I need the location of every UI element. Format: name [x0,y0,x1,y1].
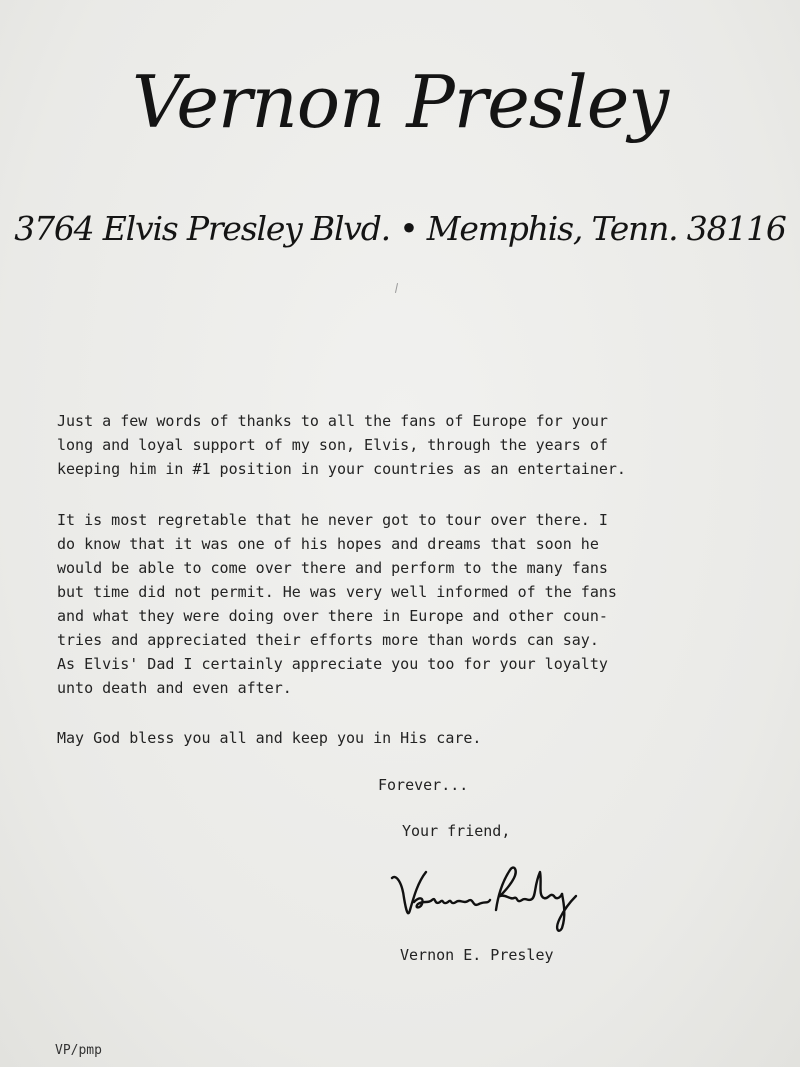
text-line: keeping him in #1 position in your countries as an entertainer. [57,460,626,478]
text-line: and what they were doing over there in Europe and other coun- [57,607,608,625]
text-line: long and loyal support of my son, Elvis, through the years of [57,436,608,454]
text-line: May God bless you all and keep you in His care. [57,729,482,747]
paragraph-tour [57,508,777,700]
text-line: but time did not permit. He was very well informed of the fans [57,583,617,601]
letterhead-address: 3764 Elvis Presley Blvd. • Memphis, Tenn. 38116 [14,209,786,248]
paragraph-blessing [57,726,777,750]
text-line: would be able to come over there and perform to the many fans [57,559,608,577]
typed-name: Vernon E. Presley [400,946,554,964]
paper-mark [395,283,398,293]
valediction: Forever... [378,776,469,794]
text-line: Just a few words of thanks to all the fans of Europe for your [57,412,608,430]
text-line: It is most regretable that he never got to tour over there. I [57,511,608,529]
handwritten-signature [384,852,594,937]
text-line: unto death and even after. [57,679,292,697]
letterhead-name: Vernon Presley [131,60,669,144]
text-line: do know that it was one of his hopes and dreams that soon he [57,535,599,553]
friend-line: Your friend, [402,822,511,840]
text-line: As Elvis' Dad I certainly appreciate you too for your loyalty [57,655,608,673]
text-line: tries and appreciated their efforts more than words can say. [57,631,599,649]
paragraph-thanks [57,409,777,481]
reference-initials: VP/pmp [55,1043,102,1058]
